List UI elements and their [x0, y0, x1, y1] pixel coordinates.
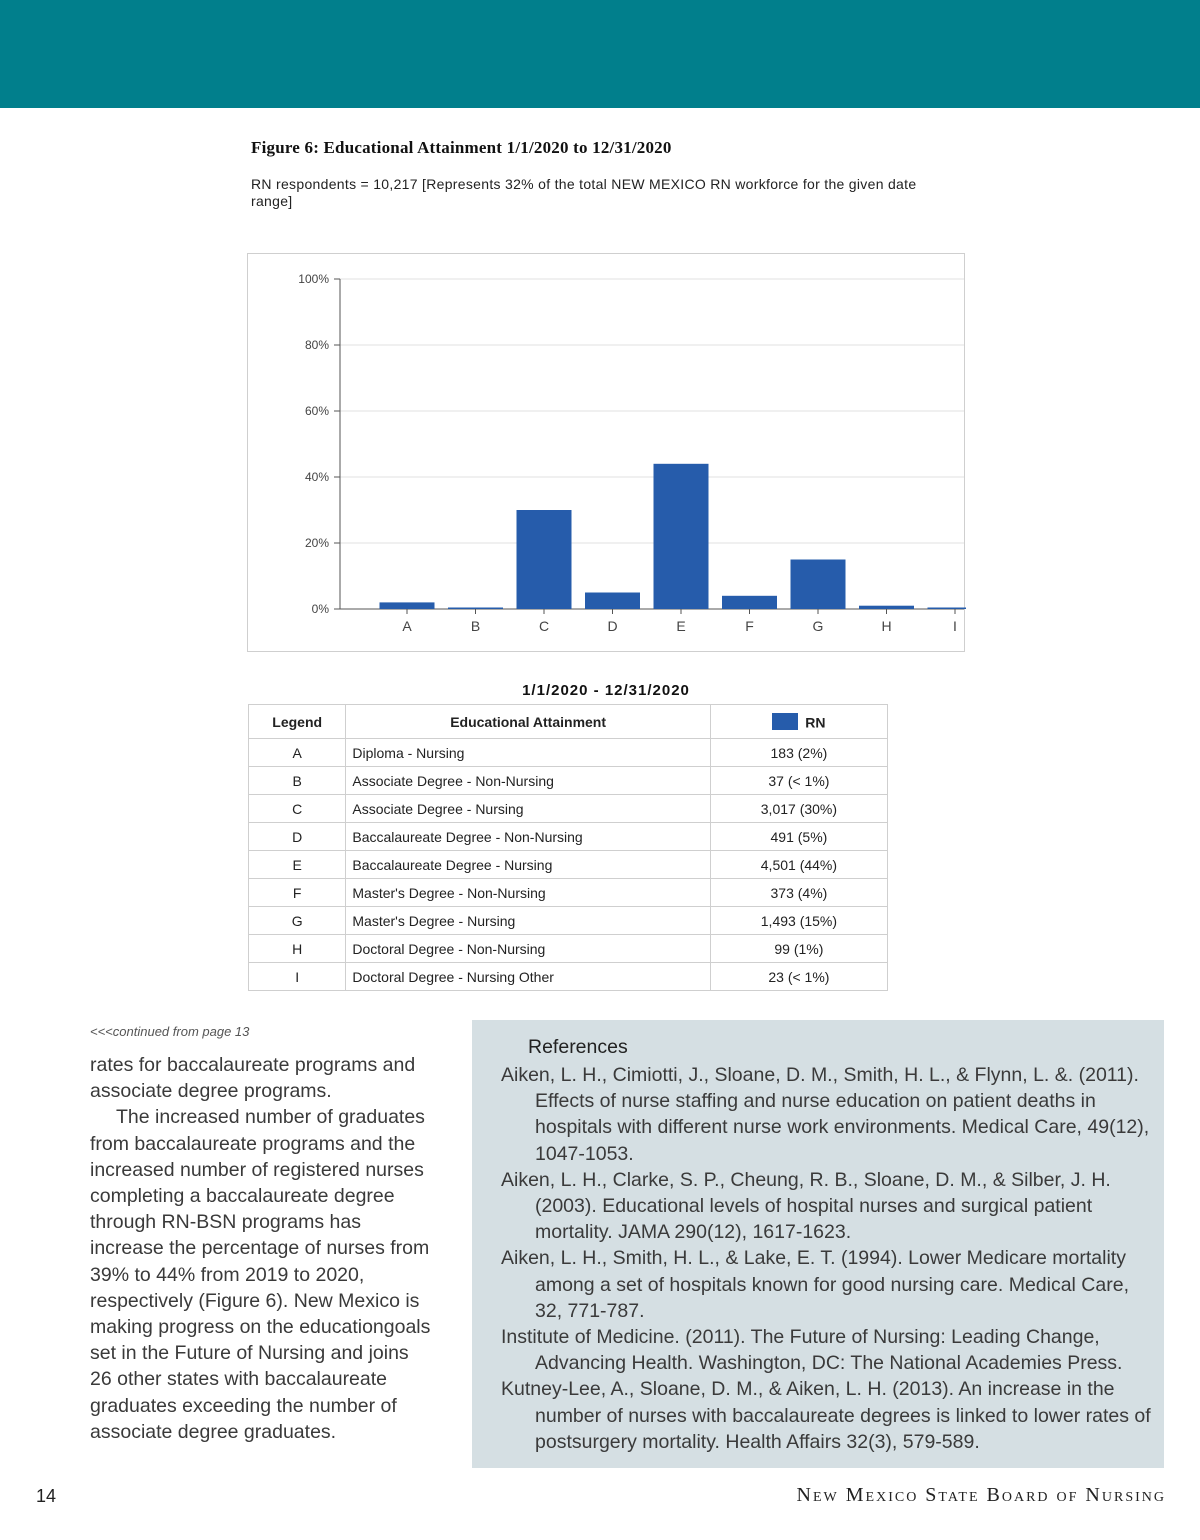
references-box — [472, 1020, 1164, 1468]
table-row — [249, 907, 888, 935]
bar-g — [791, 560, 846, 610]
bar-b — [448, 608, 503, 610]
rn-color-swatch — [772, 713, 798, 730]
attainment-label: Master's Degree - Nursing — [346, 907, 710, 935]
reference-item: Institute of Medicine. (2011). The Future of Nursing: Leading Change, Advancing Health. Washington, DC: The National Academies Press. — [501, 1326, 1123, 1375]
figure-title: Figure 6: Educational Attainment 1/1/2020 to 12/31/2020 — [251, 138, 672, 157]
legend-letter: D — [249, 823, 346, 851]
x-tick-label: F — [745, 618, 754, 634]
figure-subtitle: RN respondents = 10,217 [Represents 32% of the total NEW MEXICO RN workforce for the given date range] — [251, 176, 917, 209]
attainment-label: Master's Degree - Non-Nursing — [346, 879, 710, 907]
references-list — [501, 1062, 1156, 1455]
rn-value: 23 (< 1%) — [710, 963, 887, 991]
legend-header: Legend — [249, 705, 346, 739]
legend-letter: B — [249, 767, 346, 795]
attainment-header: Educational Attainment — [346, 705, 710, 739]
bar-c — [517, 510, 572, 609]
attainment-label: Diploma - Nursing — [346, 739, 710, 767]
legend-letter: F — [249, 879, 346, 907]
x-tick-label: E — [676, 618, 686, 634]
x-tick-label: G — [812, 618, 824, 634]
attainment-label: Associate Degree - Nursing — [346, 795, 710, 823]
x-tick-label: D — [607, 618, 618, 634]
table-row — [249, 823, 888, 851]
attainment-label: Baccalaureate Degree - Non-Nursing — [346, 823, 710, 851]
x-tick-label: H — [881, 618, 892, 634]
rn-value: 37 (< 1%) — [710, 767, 887, 795]
table-row — [249, 879, 888, 907]
bar-f — [722, 596, 777, 609]
table-row — [249, 935, 888, 963]
table-row — [249, 963, 888, 991]
x-tick-label: A — [402, 618, 412, 634]
reference-item: Kutney-Lee, A., Sloane, D. M., & Aiken, L. H. (2013). An increase in the number of nurses with baccalaureate degrees is linked to lower rates of postsurgery mortality. Health Affairs 32(3), 579-589. — [501, 1378, 1151, 1453]
body-text — [90, 1052, 435, 1445]
rn-header-label: RN — [805, 713, 826, 730]
y-tick-label: 80% — [304, 338, 329, 352]
table-row — [249, 851, 888, 879]
y-tick-label: 0% — [311, 602, 329, 616]
bar-i — [928, 608, 967, 610]
table-row — [249, 767, 888, 795]
bar-h — [859, 606, 914, 609]
x-tick-label: I — [953, 618, 957, 634]
bar-a — [380, 602, 435, 609]
bar-chart — [247, 253, 965, 652]
legend-letter: A — [249, 739, 346, 767]
legend-letter: H — [249, 935, 346, 963]
attainment-label: Doctoral Degree - Nursing Other — [346, 963, 710, 991]
table-row — [249, 795, 888, 823]
table-row — [249, 739, 888, 767]
bar-e — [654, 464, 709, 609]
x-tick-label: B — [470, 618, 481, 634]
table-title: 1/1/2020 - 12/31/2020 — [522, 682, 690, 699]
legend-letter: I — [249, 963, 346, 991]
header-banner — [0, 0, 1200, 108]
rn-value: 373 (4%) — [710, 879, 887, 907]
y-tick-label: 100% — [298, 272, 329, 286]
rn-value: 183 (2%) — [710, 739, 887, 767]
chart-svg — [248, 254, 966, 653]
y-tick-label: 20% — [304, 536, 329, 550]
bar-d — [585, 593, 640, 610]
attainment-table — [248, 704, 888, 991]
rn-value: 99 (1%) — [710, 935, 887, 963]
table-header-row — [249, 705, 888, 739]
attainment-label: Doctoral Degree - Non-Nursing — [346, 935, 710, 963]
references-heading: References — [528, 1036, 628, 1058]
continued-note: <<<continued from page 13 — [90, 1024, 250, 1039]
table-body — [249, 739, 888, 991]
rn-value: 4,501 (44%) — [710, 851, 887, 879]
legend-letter: G — [249, 907, 346, 935]
body-paragraph-2: The increased number of graduates from baccalaureate programs and the increased number of registered nurses completing a baccalaureate degree through RN-BSN programs has increase the percentage of nurses from 39% to 44% from 2019 to 2020, respectively (Figure 6). New Mexico is making progress on the educationgoals set in the Future of Nursing and joins 26 other states with baccalaureate graduates exceeding the number of associate degree graduates. — [90, 1106, 431, 1443]
reference-item: Aiken, L. H., Clarke, S. P., Cheung, R. B., Sloane, D. M., & Silber, J. H. (2003). Educational levels of hospital nurses and surgical patient mortality. JAMA 290(12), 1617-1623. — [501, 1168, 1111, 1244]
y-tick-label: 40% — [304, 470, 329, 484]
legend-letter: E — [249, 851, 346, 879]
rn-value: 1,493 (15%) — [710, 907, 887, 935]
y-tick-label: 60% — [304, 404, 329, 418]
attainment-label: Associate Degree - Non-Nursing — [346, 767, 710, 795]
rn-value: 491 (5%) — [710, 823, 887, 851]
body-paragraph-1: rates for baccalaureate programs and associate degree programs. — [90, 1054, 416, 1103]
page-number: 14 — [36, 1486, 57, 1506]
rn-value: 3,017 (30%) — [710, 795, 887, 823]
rn-header — [710, 705, 887, 739]
footer-organization: New Mexico State Board of Nursing — [796, 1484, 1166, 1506]
x-tick-label: C — [538, 618, 550, 634]
attainment-label: Baccalaureate Degree - Nursing — [346, 851, 710, 879]
legend-letter: C — [249, 795, 346, 823]
reference-item: Aiken, L. H., Cimiotti, J., Sloane, D. M., Smith, H. L., & Flynn, L. &. (2011). Effects of nurse staffing and nurse education on patient deaths in hospitals with different nurse work environments. Medical Care, 49(12), 1047-1053. — [501, 1064, 1150, 1165]
reference-item: Aiken, L. H., Smith, H. L., & Lake, E. T. (1994). Lower Medicare mortality among a set of hospitals known for good nursing care. Medical Care, 32, 771-787. — [501, 1247, 1129, 1322]
